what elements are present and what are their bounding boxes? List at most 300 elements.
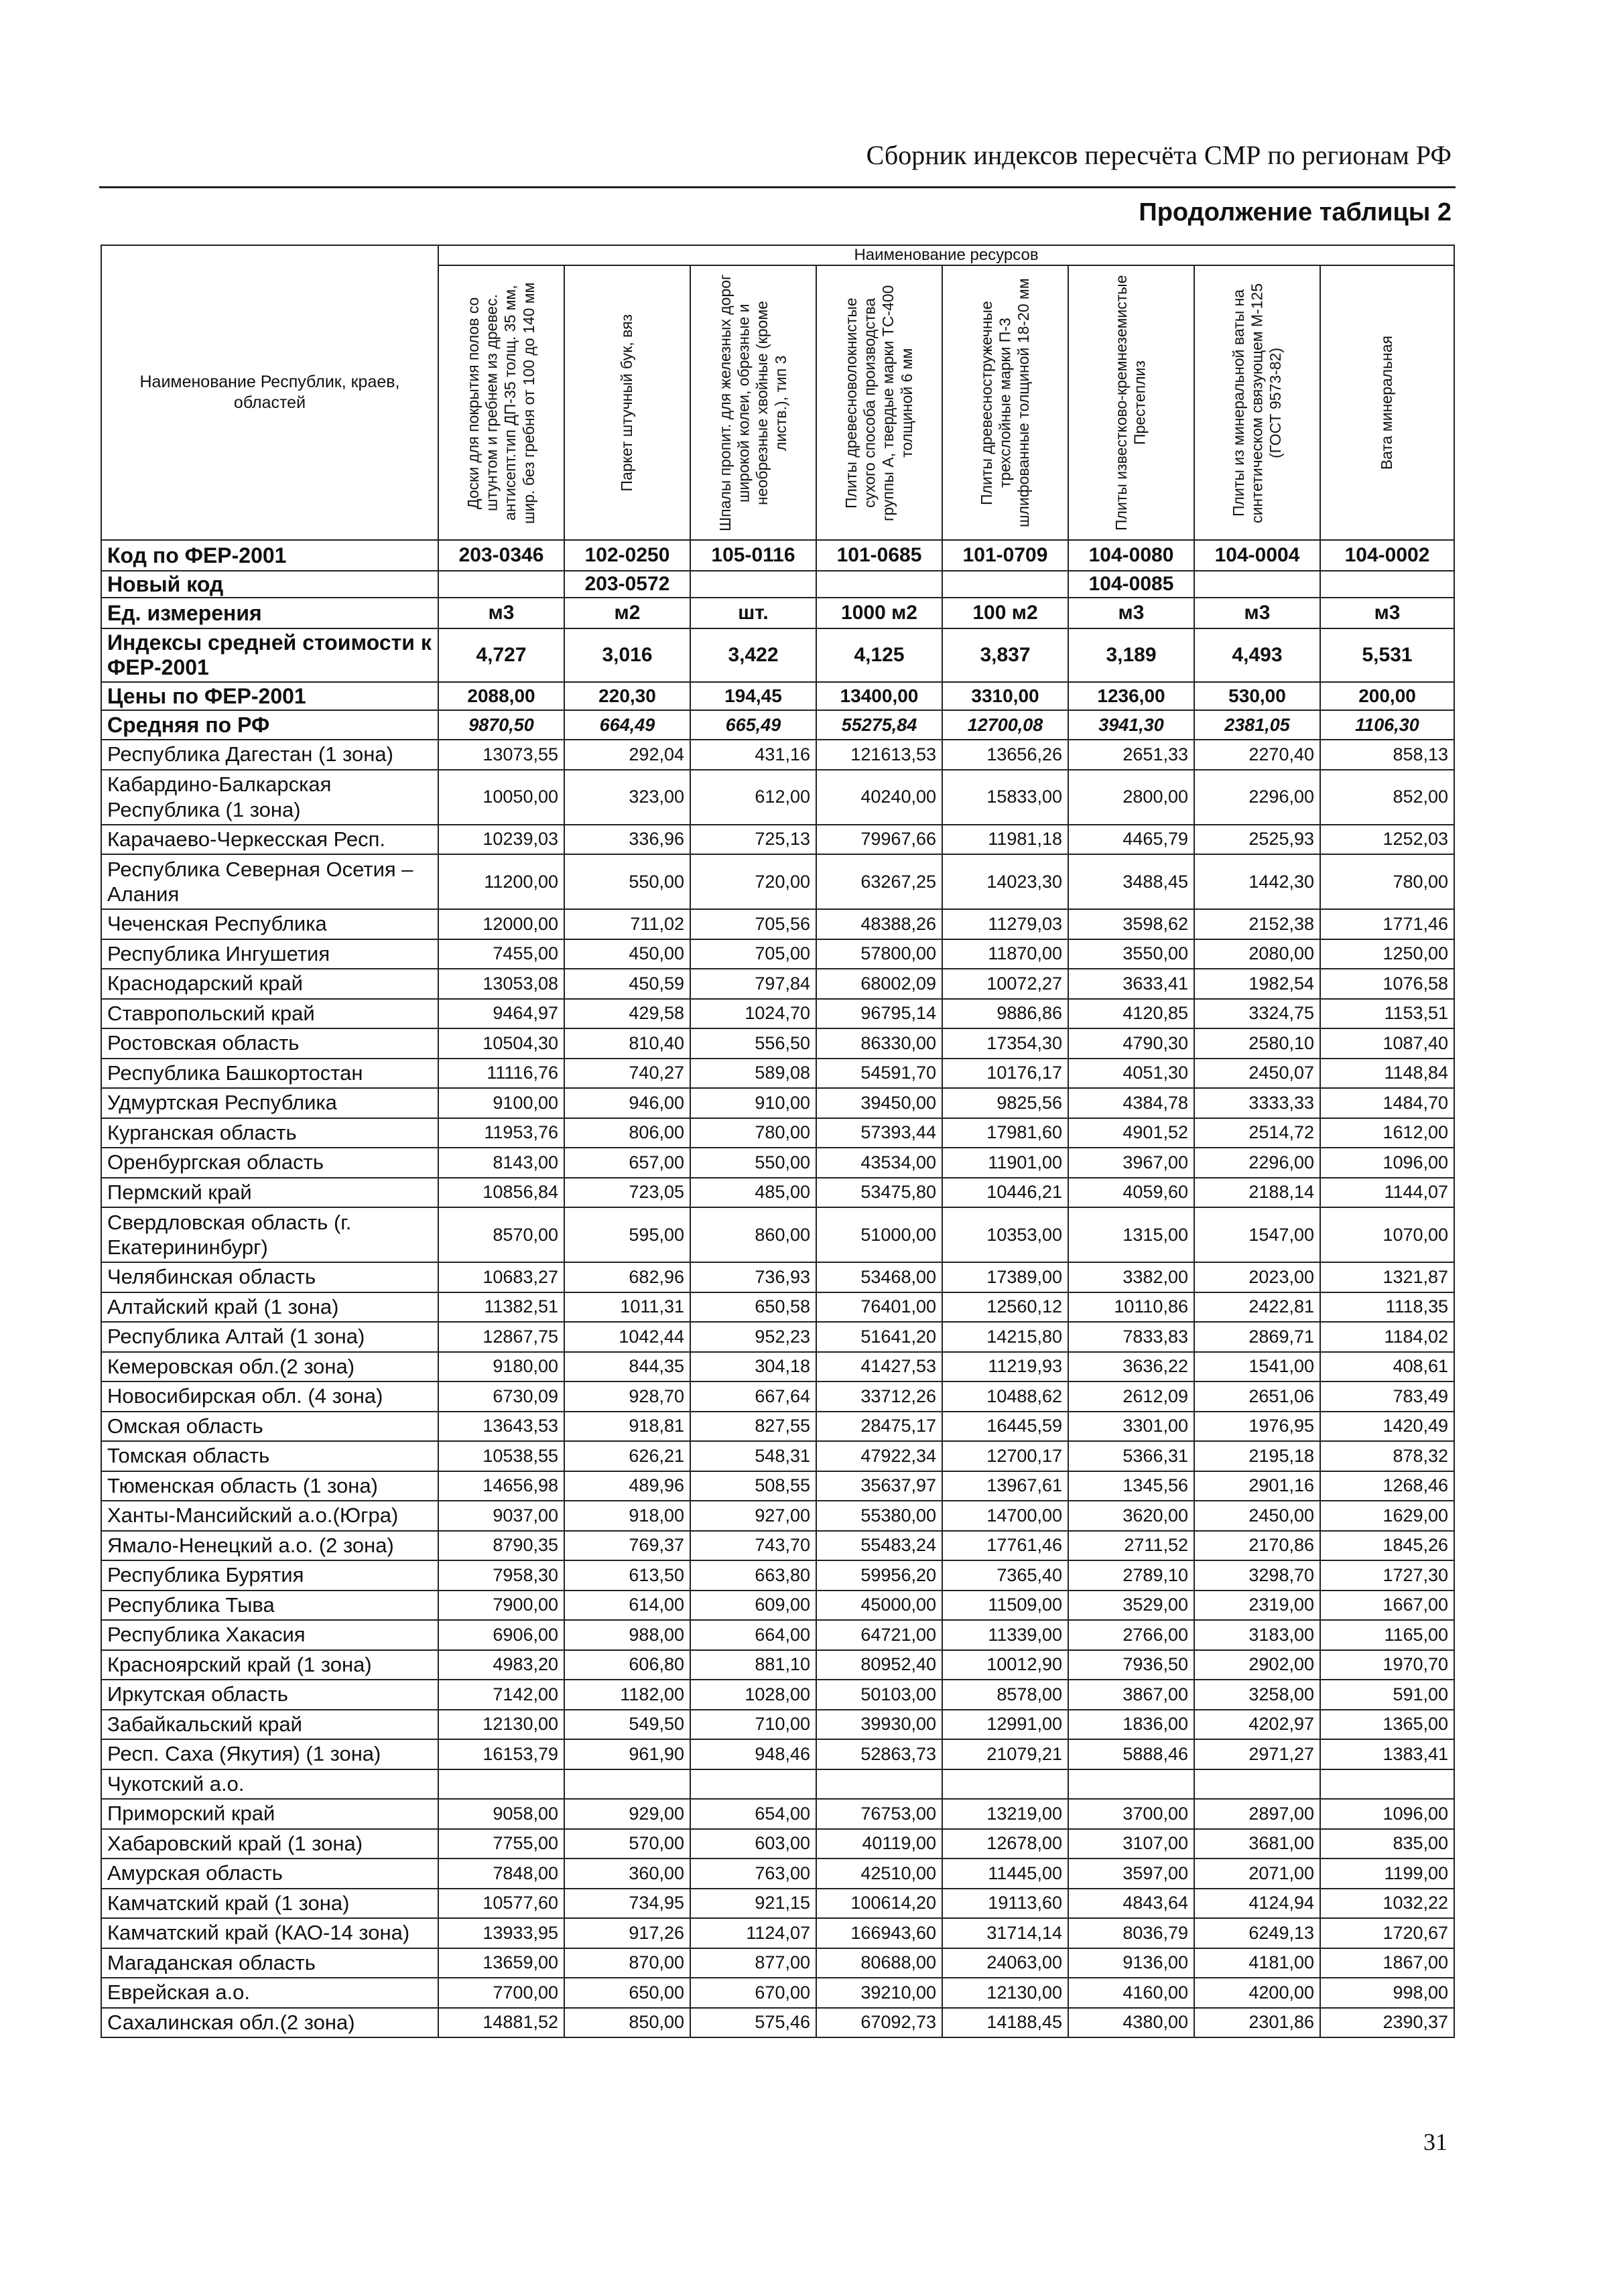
- value-cell: 31714,14: [942, 1918, 1068, 1948]
- cell: 220,30: [564, 682, 690, 710]
- cell: м3: [438, 598, 564, 628]
- value-cell: 14700,00: [942, 1501, 1068, 1531]
- value-cell: 13219,00: [942, 1799, 1068, 1829]
- value-cell: 13656,26: [942, 740, 1068, 770]
- value-cell: 877,00: [690, 1948, 816, 1978]
- cell: 3,837: [942, 628, 1068, 682]
- value-cell: 1727,30: [1320, 1560, 1454, 1591]
- regional-index-table: [101, 245, 1455, 2038]
- column-header: [816, 265, 942, 540]
- header-rule: [99, 186, 1456, 188]
- value-cell: 10050,00: [438, 770, 564, 825]
- value-cell: 55380,00: [816, 1501, 942, 1531]
- value-cell: 3633,41: [1068, 969, 1194, 999]
- value-cell: 166943,60: [816, 1918, 942, 1948]
- value-cell: 323,00: [564, 770, 690, 825]
- value-cell: 626,21: [564, 1441, 690, 1471]
- value-cell: 1420,49: [1320, 1412, 1454, 1442]
- cell: 3,422: [690, 628, 816, 682]
- region-row: [101, 1560, 1454, 1591]
- value-cell: 7833,83: [1068, 1322, 1194, 1352]
- column-header-label: Шпалы пропит. для железных дорог широкой колеи, обрезные и необрезные хвойные (кроме листв.), тип 3: [716, 274, 789, 531]
- region-row: [101, 1441, 1454, 1471]
- value-cell: 9825,56: [942, 1088, 1068, 1118]
- value-cell: 591,00: [1320, 1680, 1454, 1710]
- value-cell: 1771,46: [1320, 909, 1454, 939]
- region-name: Республика Ингушетия: [101, 939, 438, 969]
- value-cell: 725,13: [690, 825, 816, 855]
- region-name: Ханты-Мансийский а.о.(Югра): [101, 1501, 438, 1531]
- region-name: Курганская область: [101, 1118, 438, 1148]
- value-cell: [438, 1769, 564, 1800]
- value-cell: 878,32: [1320, 1441, 1454, 1471]
- value-cell: 609,00: [690, 1591, 816, 1621]
- value-cell: 57800,00: [816, 939, 942, 969]
- value-cell: 9464,97: [438, 999, 564, 1029]
- value-cell: 3529,00: [1068, 1591, 1194, 1621]
- value-cell: 4120,85: [1068, 999, 1194, 1029]
- value-cell: 2525,93: [1194, 825, 1320, 855]
- value-cell: 13643,53: [438, 1412, 564, 1442]
- value-cell: [564, 1769, 690, 1800]
- value-cell: 1629,00: [1320, 1501, 1454, 1531]
- value-cell: 7900,00: [438, 1591, 564, 1621]
- row-label: Средняя по РФ: [101, 710, 438, 740]
- column-header-wrap: [943, 266, 1068, 539]
- value-cell: 654,00: [690, 1799, 816, 1829]
- value-cell: 11279,03: [942, 909, 1068, 939]
- value-cell: 47922,34: [816, 1441, 942, 1471]
- value-cell: 64721,00: [816, 1620, 942, 1650]
- value-cell: 2971,27: [1194, 1739, 1320, 1769]
- value-cell: 928,70: [564, 1381, 690, 1412]
- value-cell: [690, 1769, 816, 1800]
- value-cell: 2897,00: [1194, 1799, 1320, 1829]
- value-cell: 4124,94: [1194, 1889, 1320, 1919]
- value-cell: 12867,75: [438, 1322, 564, 1352]
- value-cell: 12700,17: [942, 1441, 1068, 1471]
- column-header-label: Плиты из минеральной ваты на синтетическом связующем М-125 (ГОСТ 9573-82): [1229, 282, 1284, 523]
- value-cell: 11382,51: [438, 1292, 564, 1323]
- value-cell: 489,96: [564, 1471, 690, 1501]
- region-name: Приморский край: [101, 1799, 438, 1829]
- value-cell: 4901,52: [1068, 1118, 1194, 1148]
- value-cell: 711,02: [564, 909, 690, 939]
- cell: 664,49: [564, 710, 690, 740]
- table-body: [101, 540, 1454, 2037]
- value-cell: 10239,03: [438, 825, 564, 855]
- value-cell: 408,61: [1320, 1352, 1454, 1382]
- value-cell: 1315,00: [1068, 1207, 1194, 1262]
- value-cell: 10504,30: [438, 1028, 564, 1059]
- value-cell: 1096,00: [1320, 1148, 1454, 1178]
- value-cell: 5888,46: [1068, 1739, 1194, 1769]
- region-header: Наименование Республик, краев, областей: [101, 245, 438, 540]
- value-cell: 998,00: [1320, 1978, 1454, 2008]
- region-row: [101, 1829, 1454, 1859]
- value-cell: 39210,00: [816, 1978, 942, 2008]
- value-cell: 7958,30: [438, 1560, 564, 1591]
- value-cell: 850,00: [564, 2008, 690, 2038]
- cell: 9870,50: [438, 710, 564, 740]
- value-cell: [816, 1769, 942, 1800]
- value-cell: 45000,00: [816, 1591, 942, 1621]
- value-cell: 80688,00: [816, 1948, 942, 1978]
- value-cell: 549,50: [564, 1710, 690, 1740]
- value-cell: 7455,00: [438, 939, 564, 969]
- value-cell: 806,00: [564, 1118, 690, 1148]
- value-cell: 2711,52: [1068, 1531, 1194, 1561]
- value-cell: 948,46: [690, 1739, 816, 1769]
- region-name: Республика Бурятия: [101, 1560, 438, 1591]
- value-cell: 844,35: [564, 1352, 690, 1382]
- value-cell: 2195,18: [1194, 1441, 1320, 1471]
- value-cell: 55483,24: [816, 1531, 942, 1561]
- value-cell: 40240,00: [816, 770, 942, 825]
- value-cell: 1484,70: [1320, 1088, 1454, 1118]
- region-name: Амурская область: [101, 1859, 438, 1889]
- value-cell: 1024,70: [690, 999, 816, 1029]
- value-cell: 12678,00: [942, 1829, 1068, 1859]
- value-cell: 11200,00: [438, 854, 564, 909]
- value-cell: 17389,00: [942, 1262, 1068, 1292]
- value-cell: 12560,12: [942, 1292, 1068, 1323]
- value-cell: 4160,00: [1068, 1978, 1194, 2008]
- cell: 102-0250: [564, 540, 690, 571]
- region-name: Республика Дагестан (1 зона): [101, 740, 438, 770]
- column-header-wrap: [1321, 266, 1454, 539]
- value-cell: 4380,00: [1068, 2008, 1194, 2038]
- column-header-wrap: [691, 266, 816, 539]
- region-name: Тюменская область (1 зона): [101, 1471, 438, 1501]
- value-cell: 53475,80: [816, 1178, 942, 1208]
- region-name: Хабаровский край (1 зона): [101, 1829, 438, 1859]
- cell: 104-0002: [1320, 540, 1454, 571]
- cell: 3941,30: [1068, 710, 1194, 740]
- value-cell: 14188,45: [942, 2008, 1068, 2038]
- value-cell: 450,59: [564, 969, 690, 999]
- value-cell: 769,37: [564, 1531, 690, 1561]
- value-cell: 12991,00: [942, 1710, 1068, 1740]
- value-cell: 2296,00: [1194, 1148, 1320, 1178]
- value-cell: 1011,31: [564, 1292, 690, 1323]
- cell: [690, 571, 816, 598]
- cell: шт.: [690, 598, 816, 628]
- region-row: [101, 1799, 1454, 1829]
- region-row: [101, 1352, 1454, 1382]
- collection-title: Сборник индексов пересчёта СМР по регионам РФ: [866, 140, 1452, 170]
- region-name: Камчатский край (КАО-14 зона): [101, 1918, 438, 1948]
- value-cell: 17354,30: [942, 1028, 1068, 1059]
- region-row: [101, 1178, 1454, 1208]
- value-cell: 79967,66: [816, 825, 942, 855]
- value-cell: 1268,46: [1320, 1471, 1454, 1501]
- value-cell: 51641,20: [816, 1322, 942, 1352]
- value-cell: 76401,00: [816, 1292, 942, 1323]
- region-name: Магаданская область: [101, 1948, 438, 1978]
- value-cell: 1042,44: [564, 1322, 690, 1352]
- cell: 194,45: [690, 682, 816, 710]
- cell: м3: [1068, 598, 1194, 628]
- value-cell: 2651,06: [1194, 1381, 1320, 1412]
- value-cell: 1184,02: [1320, 1322, 1454, 1352]
- value-cell: 96795,14: [816, 999, 942, 1029]
- region-row: [101, 1769, 1454, 1800]
- region-name: Алтайский край (1 зона): [101, 1292, 438, 1323]
- new-code-row: [101, 571, 1454, 598]
- value-cell: 2422,81: [1194, 1292, 1320, 1323]
- region-name: Томская область: [101, 1441, 438, 1471]
- column-header-wrap: [817, 266, 942, 539]
- value-cell: 13073,55: [438, 740, 564, 770]
- region-row: [101, 854, 1454, 909]
- region-name: Респ. Саха (Якутия) (1 зона): [101, 1739, 438, 1769]
- value-cell: 2188,14: [1194, 1178, 1320, 1208]
- region-row: [101, 825, 1454, 855]
- cell: 2381,05: [1194, 710, 1320, 740]
- value-cell: 2390,37: [1320, 2008, 1454, 2038]
- value-cell: 10176,17: [942, 1059, 1068, 1089]
- value-cell: 2766,00: [1068, 1620, 1194, 1650]
- value-cell: 50103,00: [816, 1680, 942, 1710]
- value-cell: 100614,20: [816, 1889, 942, 1919]
- value-cell: 4790,30: [1068, 1028, 1194, 1059]
- cell: 5,531: [1320, 628, 1454, 682]
- region-row: [101, 1859, 1454, 1889]
- value-cell: 11219,93: [942, 1352, 1068, 1382]
- value-cell: 927,00: [690, 1501, 816, 1531]
- value-cell: 595,00: [564, 1207, 690, 1262]
- value-cell: 3597,00: [1068, 1859, 1194, 1889]
- value-cell: 2612,09: [1068, 1381, 1194, 1412]
- value-cell: 2651,33: [1068, 740, 1194, 770]
- column-header: [690, 265, 816, 540]
- value-cell: 952,23: [690, 1322, 816, 1352]
- region-row: [101, 2008, 1454, 2038]
- value-cell: 10072,27: [942, 969, 1068, 999]
- value-cell: 663,80: [690, 1560, 816, 1591]
- region-row: [101, 1471, 1454, 1501]
- value-cell: 24063,00: [942, 1948, 1068, 1978]
- value-cell: 9136,00: [1068, 1948, 1194, 1978]
- region-row: [101, 1148, 1454, 1178]
- value-cell: 33712,26: [816, 1381, 942, 1412]
- cell: [942, 571, 1068, 598]
- value-cell: 8143,00: [438, 1148, 564, 1178]
- value-cell: 11870,00: [942, 939, 1068, 969]
- region-row: [101, 1381, 1454, 1412]
- value-cell: 14656,98: [438, 1471, 564, 1501]
- region-name: Чеченская Республика: [101, 909, 438, 939]
- region-name: Республика Алтай (1 зона): [101, 1322, 438, 1352]
- value-cell: [1320, 1769, 1454, 1800]
- value-cell: 1547,00: [1194, 1207, 1320, 1262]
- value-cell: 57393,44: [816, 1118, 942, 1148]
- value-cell: 2152,38: [1194, 909, 1320, 939]
- column-header-label: Вата минеральная: [1378, 335, 1396, 470]
- value-cell: 1118,35: [1320, 1292, 1454, 1323]
- value-cell: 682,96: [564, 1262, 690, 1292]
- value-cell: 4983,20: [438, 1650, 564, 1680]
- region-name: Забайкальский край: [101, 1710, 438, 1740]
- value-cell: 10856,84: [438, 1178, 564, 1208]
- value-cell: 41427,53: [816, 1352, 942, 1382]
- cell: [1320, 571, 1454, 598]
- column-header-label: Плиты древесностружечные трехслойные марки П-3 шлифованные толщиной 18-20 мм: [977, 278, 1032, 527]
- value-cell: 1165,00: [1320, 1620, 1454, 1650]
- value-cell: 550,00: [564, 854, 690, 909]
- row-label: Код по ФЕР-2001: [101, 540, 438, 571]
- value-cell: 1028,00: [690, 1680, 816, 1710]
- value-cell: 3681,00: [1194, 1829, 1320, 1859]
- region-name: Иркутская область: [101, 1680, 438, 1710]
- value-cell: 86330,00: [816, 1028, 942, 1059]
- cell: 4,493: [1194, 628, 1320, 682]
- cell: 4,727: [438, 628, 564, 682]
- region-name: Пермский край: [101, 1178, 438, 1208]
- value-cell: 1032,22: [1320, 1889, 1454, 1919]
- value-cell: 48388,26: [816, 909, 942, 939]
- value-cell: 16153,79: [438, 1739, 564, 1769]
- region-row: [101, 1620, 1454, 1650]
- column-header-label: Плиты древесноволокнистые сухого способа производства группы А, твердые марки ТС-400 толщиной 6 мм: [842, 284, 915, 521]
- value-cell: 3258,00: [1194, 1680, 1320, 1710]
- cell: 530,00: [1194, 682, 1320, 710]
- region-name: Карачаево-Черкесская Респ.: [101, 825, 438, 855]
- value-cell: 3301,00: [1068, 1412, 1194, 1442]
- value-cell: 870,00: [564, 1948, 690, 1978]
- value-cell: 2902,00: [1194, 1650, 1320, 1680]
- value-cell: 10446,21: [942, 1178, 1068, 1208]
- cost-index-row: [101, 628, 1454, 682]
- cell: 200,00: [1320, 682, 1454, 710]
- value-cell: 918,81: [564, 1412, 690, 1442]
- value-cell: 2023,00: [1194, 1262, 1320, 1292]
- value-cell: 1148,84: [1320, 1059, 1454, 1089]
- value-cell: 39930,00: [816, 1710, 942, 1740]
- value-cell: 9886,86: [942, 999, 1068, 1029]
- region-row: [101, 1591, 1454, 1621]
- value-cell: 705,56: [690, 909, 816, 939]
- value-cell: 575,46: [690, 2008, 816, 2038]
- column-header-label: Паркет штучный бук, вяз: [618, 314, 636, 492]
- value-cell: 929,00: [564, 1799, 690, 1829]
- value-cell: 548,31: [690, 1441, 816, 1471]
- value-cell: 67092,73: [816, 2008, 942, 2038]
- value-cell: 736,93: [690, 1262, 816, 1292]
- region-name: Сахалинская обл.(2 зона): [101, 2008, 438, 2038]
- value-cell: [1194, 1769, 1320, 1800]
- cell: 3,189: [1068, 628, 1194, 682]
- value-cell: 11445,00: [942, 1859, 1068, 1889]
- region-name: Ямало-Ненецкий а.о. (2 зона): [101, 1531, 438, 1561]
- value-cell: 1153,51: [1320, 999, 1454, 1029]
- cell: 104-0080: [1068, 540, 1194, 571]
- value-cell: 42510,00: [816, 1859, 942, 1889]
- value-cell: 4051,30: [1068, 1059, 1194, 1089]
- value-cell: 11981,18: [942, 825, 1068, 855]
- cell: м3: [1320, 598, 1454, 628]
- region-name: Республика Башкортостан: [101, 1059, 438, 1089]
- value-cell: 13967,61: [942, 1471, 1068, 1501]
- value-cell: 3382,00: [1068, 1262, 1194, 1292]
- value-cell: 8578,00: [942, 1680, 1068, 1710]
- value-cell: 9058,00: [438, 1799, 564, 1829]
- value-cell: 2800,00: [1068, 770, 1194, 825]
- value-cell: 988,00: [564, 1620, 690, 1650]
- value-cell: 2170,86: [1194, 1531, 1320, 1561]
- value-cell: 7848,00: [438, 1859, 564, 1889]
- value-cell: 2270,40: [1194, 740, 1320, 770]
- table-continuation-title: Продолжение таблицы 2: [1139, 198, 1452, 226]
- value-cell: 946,00: [564, 1088, 690, 1118]
- value-cell: 13659,00: [438, 1948, 564, 1978]
- value-cell: 1096,00: [1320, 1799, 1454, 1829]
- value-cell: 68002,09: [816, 969, 942, 999]
- value-cell: 17981,60: [942, 1118, 1068, 1148]
- value-cell: 12000,00: [438, 909, 564, 939]
- region-row: [101, 1710, 1454, 1740]
- value-cell: 1442,30: [1194, 854, 1320, 909]
- value-cell: 740,27: [564, 1059, 690, 1089]
- value-cell: 63267,25: [816, 854, 942, 909]
- value-cell: 2901,16: [1194, 1471, 1320, 1501]
- russia-average-row: [101, 710, 1454, 740]
- value-cell: 780,00: [1320, 854, 1454, 909]
- value-cell: 6730,09: [438, 1381, 564, 1412]
- value-cell: 14881,52: [438, 2008, 564, 2038]
- column-header-label: Доски для покрытия полов со штунтом и гребнем из древес. антисепт.тип ДП-35 толщ. 35 мм, шир. без гребня от 100 до 140 мм: [464, 281, 537, 524]
- value-cell: 1144,07: [1320, 1178, 1454, 1208]
- cell: [816, 571, 942, 598]
- value-cell: 720,00: [690, 854, 816, 909]
- region-row: [101, 1978, 1454, 2008]
- value-cell: 19113,60: [942, 1889, 1068, 1919]
- column-header-wrap: [439, 266, 564, 539]
- value-cell: 16445,59: [942, 1412, 1068, 1442]
- value-cell: 35637,97: [816, 1471, 942, 1501]
- value-cell: 4202,97: [1194, 1710, 1320, 1740]
- value-cell: 4384,78: [1068, 1088, 1194, 1118]
- cell: 104-0085: [1068, 571, 1194, 598]
- value-cell: 485,00: [690, 1178, 816, 1208]
- value-cell: 10110,86: [1068, 1292, 1194, 1323]
- region-name: Камчатский край (1 зона): [101, 1889, 438, 1919]
- cell: 1106,30: [1320, 710, 1454, 740]
- value-cell: 710,00: [690, 1710, 816, 1740]
- value-cell: 336,96: [564, 825, 690, 855]
- value-cell: 1667,00: [1320, 1591, 1454, 1621]
- value-cell: 606,80: [564, 1650, 690, 1680]
- value-cell: 40119,00: [816, 1829, 942, 1859]
- value-cell: 3324,75: [1194, 999, 1320, 1029]
- value-cell: 1365,00: [1320, 1710, 1454, 1740]
- value-cell: 1252,03: [1320, 825, 1454, 855]
- value-cell: 2789,10: [1068, 1560, 1194, 1591]
- value-cell: 2450,00: [1194, 1501, 1320, 1531]
- value-cell: 10538,55: [438, 1441, 564, 1471]
- value-cell: 450,00: [564, 939, 690, 969]
- value-cell: 14215,80: [942, 1322, 1068, 1352]
- value-cell: 910,00: [690, 1088, 816, 1118]
- value-cell: 3488,45: [1068, 854, 1194, 909]
- region-row: [101, 999, 1454, 1029]
- region-name: Оренбургская область: [101, 1148, 438, 1178]
- value-cell: 292,04: [564, 740, 690, 770]
- row-label: Новый код: [101, 571, 438, 598]
- value-cell: 3298,70: [1194, 1560, 1320, 1591]
- cell: 101-0709: [942, 540, 1068, 571]
